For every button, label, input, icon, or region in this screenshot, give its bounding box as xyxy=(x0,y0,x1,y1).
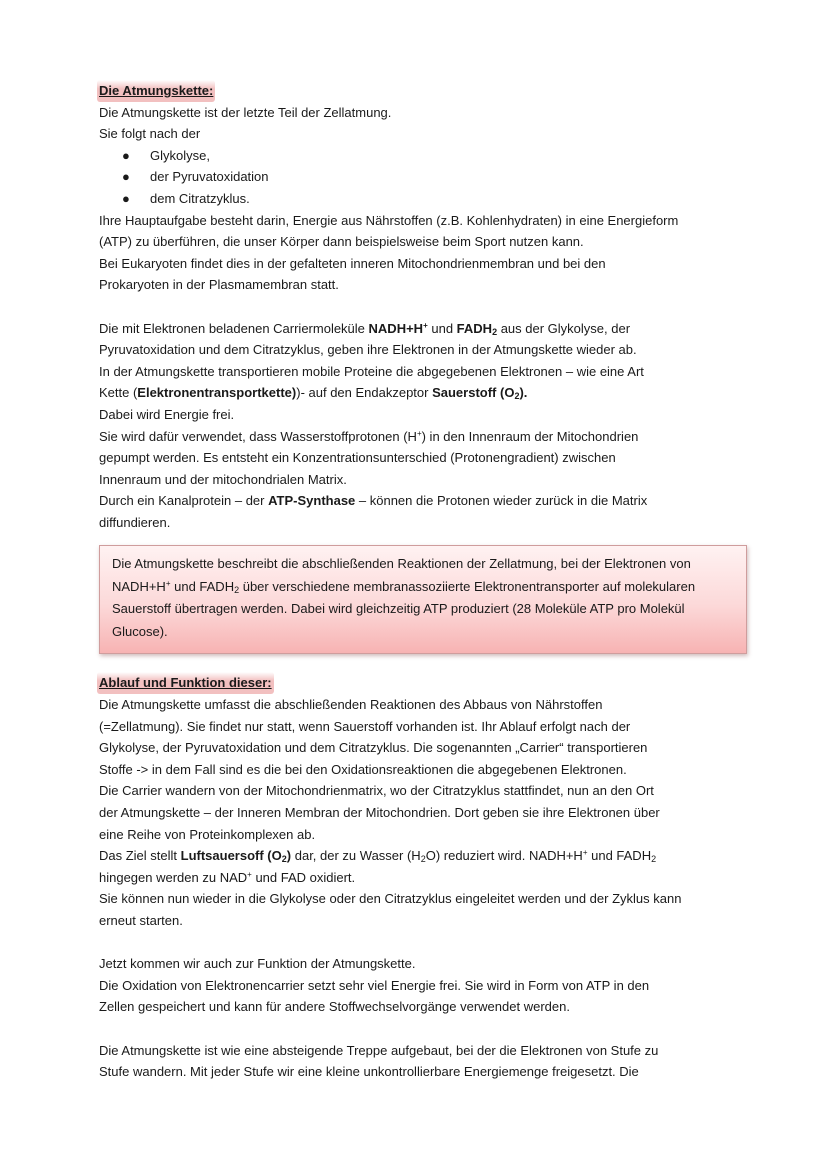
spacer xyxy=(99,296,739,318)
text-line: Stufe wandern. Mit jeder Stufe wir eine kleine unkontrollierbare Energiemenge freigesetzt. Die xyxy=(99,1064,639,1080)
text-run: und FADH xyxy=(170,578,235,594)
list-item-label: der Pyruvatoxidation xyxy=(150,169,269,185)
text-line: Stoffe -> in dem Fall sind es die bei den Oxidationsreaktionen die abgegebenen Elektronen. xyxy=(99,761,627,777)
text-line xyxy=(99,318,739,340)
text-run: Das Ziel stellt xyxy=(99,848,181,864)
list-item xyxy=(99,188,739,210)
summary-box xyxy=(99,545,747,654)
text-line: Die Carrier wandern von der Mitochondrienmatrix, wo der Citratzyklus stattfindet, nun an den Ort xyxy=(99,783,654,799)
text-run: und FAD oxidiert. xyxy=(251,869,356,885)
text-line xyxy=(99,382,739,404)
text-line: Jetzt kommen wir auch zur Funktion der Atmungskette. xyxy=(99,956,416,972)
text-run: und xyxy=(427,320,457,336)
text-run: Die mit Elektronen beladenen Carriermoleküle xyxy=(99,320,369,336)
text-line: (ATP) zu überführen, die unser Körper dann beispielsweise beim Sport nutzen kann. xyxy=(99,234,584,250)
text-line: Zellen gespeichert und kann für andere Stoffwechselvorgänge verwendet werden. xyxy=(99,999,570,1015)
text-line: Bei Eukaryoten findet dies in der gefalteten inneren Mitochondrienmembran und bei den xyxy=(99,255,606,271)
superscript: + xyxy=(416,428,422,438)
list-item-label: dem Citratzyklus. xyxy=(150,190,250,206)
text-line: Sie folgt nach der xyxy=(99,126,201,142)
text-run: Kette ( xyxy=(99,385,138,401)
subscript: 2 xyxy=(651,854,657,865)
subscript: 2 xyxy=(234,584,240,595)
text-line: In der Atmungskette transportieren mobile Proteine die abgegebenen Elektronen – wie eine Art xyxy=(99,363,644,379)
spacer xyxy=(99,1018,739,1040)
text-run: Durch ein Kanalprotein – der xyxy=(99,493,269,509)
section-heading-ablauf xyxy=(99,672,739,694)
text-run: FADH xyxy=(456,320,493,336)
text-run: hingegen werden zu NAD xyxy=(99,869,248,885)
list-item-label: Glykolyse, xyxy=(150,147,210,163)
text-line xyxy=(99,845,739,867)
text-line: Ihre Hauptaufgabe besteht darin, Energie aus Nährstoffen (z.B. Kohlenhydraten) in eine Energieform xyxy=(99,212,679,228)
text-run: und FADH xyxy=(587,848,652,864)
heading-text: Die Atmungskette: xyxy=(97,80,215,102)
spacer xyxy=(99,932,739,954)
text-line: Sie können nun wieder in die Glykolyse oder den Citratzyklus eingeleitet werden und der Zyklus kann xyxy=(99,891,682,907)
text-line: Glykolyse, der Pyruvatoxidation und dem Citratzyklus. Die sogenannten „Carrier“ transportieren xyxy=(99,740,648,756)
subscript: 2 xyxy=(281,854,287,865)
text-line: Die Atmungskette ist wie eine absteigende Treppe aufgebaut, bei der die Elektronen von Stufe zu xyxy=(99,1042,659,1058)
heading-text: Ablauf und Funktion dieser: xyxy=(97,672,274,694)
text-line xyxy=(99,490,739,512)
text-run: Sie wird dafür verwendet, dass Wasserstoffprotonen (H xyxy=(99,428,417,444)
text-run: dar, der zu Wasser (H xyxy=(291,848,421,864)
bold-term: Elektronentransportkette xyxy=(137,385,292,401)
superscript: + xyxy=(423,320,428,330)
text-run: Die Atmungskette beschreibt die abschließenden Reaktionen der Zellatmung, bei der Elektronen von NADH+H xyxy=(112,556,691,594)
bold-term xyxy=(181,848,291,863)
text-run: ). xyxy=(519,385,528,401)
superscript: + xyxy=(582,848,588,858)
bullet-list xyxy=(99,145,739,210)
text-line: Die Atmungskette umfasst die abschließenden Reaktionen des Abbaus von Nährstoffen xyxy=(99,697,603,713)
text-line: Innenraum und der mitochondrialen Matrix. xyxy=(99,471,347,487)
text-line: Die Atmungskette ist der letzte Teil der Zellatmung. xyxy=(99,104,392,120)
text-run: ) xyxy=(286,848,292,864)
text-line: Die Oxidation von Elektronencarrier setzt sehr viel Energie frei. Sie wird in Form von ATP in den xyxy=(99,977,650,993)
bold-term: ATP-Synthase xyxy=(268,493,356,509)
text-run: über verschiedene membranassoziierte Elektronentransporter auf molekularen Sauerstoff übertragen werden. Dabei wird gleichzeitig ATP produziert (28 Moleküle ATP pro Molekül Glucose). xyxy=(112,578,696,639)
text-run: O) reduziert wird. NADH+H xyxy=(425,848,583,864)
text-line: gepumpt werden. Es entsteht ein Konzentrationsunterschied (Protonengradient) zwischen xyxy=(99,450,616,466)
bullet-icon: ● xyxy=(122,169,130,185)
text-line: (=Zellatmung). Sie findet nur statt, wenn Sauerstoff vorhanden ist. Ihr Ablauf erfolgt nach der xyxy=(99,718,631,734)
text-run: ) in den Innenraum der Mitochondrien xyxy=(421,428,639,444)
superscript: + xyxy=(247,869,252,879)
section-heading-atmungskette xyxy=(99,80,739,102)
text-run: )- auf den Endakzeptor xyxy=(296,385,433,401)
text-run: aus der Glykolyse, der xyxy=(497,320,631,336)
subscript: 2 xyxy=(420,854,426,865)
text-line: erneut starten. xyxy=(99,913,183,928)
bold-term xyxy=(432,385,527,400)
bold-term xyxy=(457,321,497,336)
text-line: eine Reihe von Proteinkomplexen ab. xyxy=(99,826,316,842)
text-line: der Atmungskette – der Inneren Membran der Mitochondrien. Dort geben sie ihre Elektronen über xyxy=(99,805,660,821)
bold-term: ) xyxy=(291,385,297,401)
subscript: 2 xyxy=(492,326,498,337)
text-run: – können die Protonen wieder zurück in die Matrix xyxy=(355,493,648,509)
bullet-icon: ● xyxy=(122,190,130,206)
text-line: diffundieren. xyxy=(99,514,171,530)
subscript: 2 xyxy=(514,391,520,402)
bullet-icon: ● xyxy=(122,147,130,163)
list-item xyxy=(99,145,739,167)
text-line xyxy=(99,426,739,448)
bold-term xyxy=(369,321,428,336)
superscript: + xyxy=(165,578,171,588)
text-run: Luftsauersoff (O xyxy=(180,848,282,864)
text-run: NADH+H xyxy=(368,320,424,336)
text-line: Dabei wird Energie frei. xyxy=(99,406,235,422)
document-body xyxy=(99,80,739,1083)
text-run: Sauerstoff (O xyxy=(432,385,515,401)
text-line xyxy=(99,867,739,889)
text-line: Prokaryoten in der Plasmamembran statt. xyxy=(99,277,339,293)
text-line: Pyruvatoxidation und dem Citratzyklus, geben ihre Elektronen in der Atmungskette wieder ab. xyxy=(99,342,637,358)
list-item xyxy=(99,166,739,188)
